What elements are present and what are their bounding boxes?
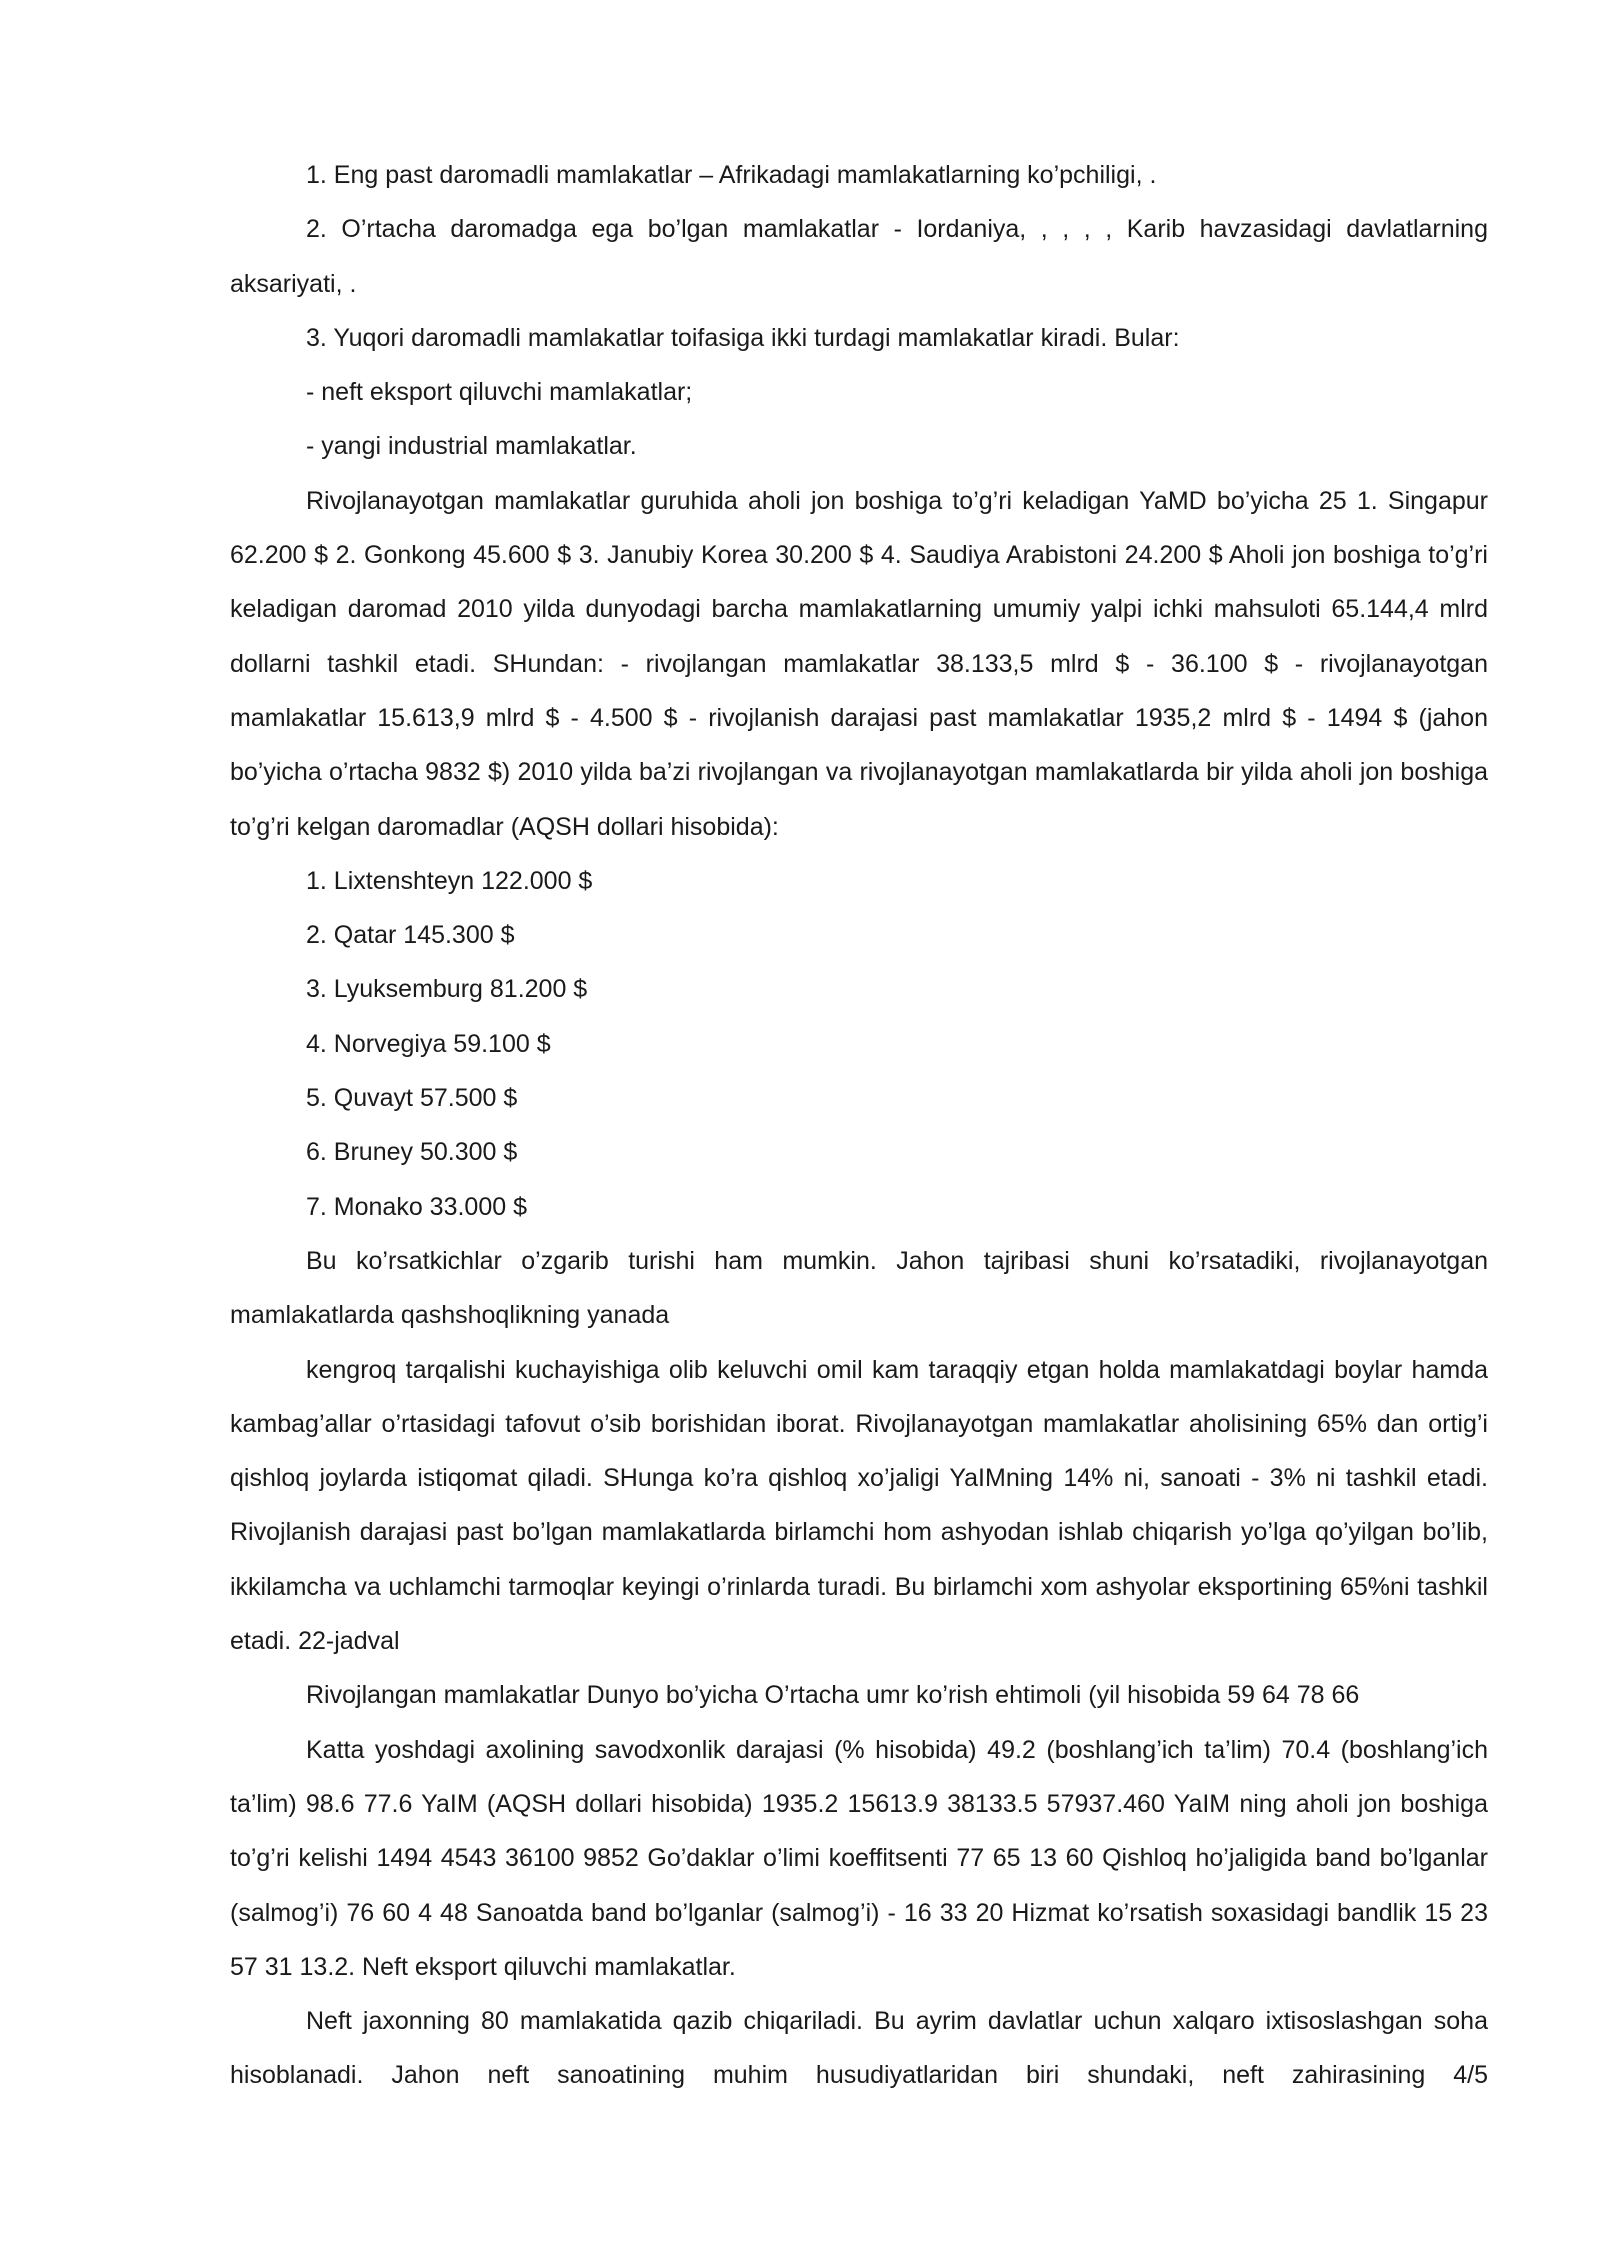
country-item-3: 3. Lyuksemburg 81.200 $ (306, 975, 588, 1004)
country-item-6: 6. Bruney 50.300 $ (306, 1138, 518, 1167)
paragraph-developing-income: Rivojlanayotgan mamlakatlar guruhida aholi jon boshiga to’g’ri keladigan YaMD bo’yicha 25 1. Singapur 62.200 $ 2. Gonkong 45.600 $ 3. Janubiy Korea 30.200 $ 4. Saudiya Arabistoni 24.200 $ Aholi jon boshiga to’g’ri keladigan daromad 2010 yilda dunyodagi barcha mamlakatlarning umumiy yalpi ichki mahsuloti 65.144,4 mlrd dollarni tashkil etadi. SHundan: - rivojlangan mamlakatlar 38.133,5 mlrd $ - 36.100 $ - rivojlanayotgan mamlakatlar 15.613,9 mlrd $ - 4.500 $ - rivojlanish darajasi past mamlakatlar 1935,2 mlrd $ - 1494 $ (jahon bo’yicha o’rtacha 9832 $) 2010 yilda ba’zi rivojlangan va rivojlanayotgan mamlakatlarda bir yilda aholi jon boshiga to’g’ri kelgan daromadlar (AQSH dollari hisobida): (230, 486, 1488, 841)
paragraph-indicators-change: Bu ko’rsatkichlar o’zgarib turishi ham mumkin. Jahon tajribasi shuni ko’rsatadiki, rivojlanayotgan mamlakatlarda qashshoqlikning yanada (230, 1246, 1488, 1330)
country-item-7: 7. Monako 33.000 $ (306, 1192, 527, 1221)
list-item-middle-income: 2. O’rtacha daromadga ega bo’lgan mamlakatlar - Iordaniya, , , , , Karib havzasidagi davlatlarning aksariyati, . (230, 215, 1488, 298)
country-item-2: 2. Qatar 145.300 $ (306, 921, 515, 950)
bullet-oil-exporters: - neft eksport qiluvchi mamlakatlar; (306, 378, 693, 407)
paragraph-oil-production: Neft jaxonning 80 mamlakatida qazib chiqariladi. Bu ayrim davlatlar uchun xalqaro ixtisoslashgan soha hisoblanadi. Jahon neft sanoatining muhim husudiyatlaridan biri shundaki, neft zahirasining 4/5 (230, 2007, 1488, 2090)
bullet-new-industrial: - yangi industrial mamlakatlar. (306, 432, 637, 461)
list-item-low-income: 1. Eng past daromadli mamlakatlar – Afrikadagi mamlakatlarning ko’pchiligi, . (306, 161, 1157, 189)
country-item-5: 5. Quvayt 57.500 $ (306, 1084, 518, 1113)
country-item-4: 4. Norvegiya 59.100 $ (306, 1029, 551, 1058)
document-page (230, 148, 1488, 2103)
paragraph-literacy-table: Katta yoshdagi axolining savodxonlik darajasi (% hisobida) 49.2 (boshlang’ich ta’lim) 70.4 (boshlang’ich ta’lim) 98.6 77.6 YaIM (AQSH dollari hisobida) 1935.2 15613.9 38133.5 57937.460 YaIM ning aholi jon boshiga to’g’ri kelishi 1494 4543 36100 9852 Go’daklar o’limi koeffitsenti 77 65 13 60 Qishloq ho’jaligida band bo’lganlar (salmog’i) 76 60 4 48 Sanoatda band bo’lganlar (salmog’i) - 16 33 20 Hizmat ko’rsatish soxasidagi bandlik 15 23 57 31 13.2. Neft eksport qiluvchi mamlakatlar. (230, 1735, 1488, 1981)
country-item-1: 1. Lixtenshteyn 122.000 $ (306, 866, 593, 895)
list-item-high-income: 3. Yuqori daromadli mamlakatlar toifasiga ikki turdagi mamlakatlar kiradi. Bular: (306, 323, 1180, 352)
paragraph-inequality: kengroq tarqalishi kuchayishiga olib keluvchi omil kam taraqqiy etgan holda mamlakatdagi boylar hamda kambag’allar o’rtasidagi tafovut o’sib borishidan iborat. Rivojlanayotgan mamlakatlar aholisining 65% dan ortig’i qishloq joylarda istiqomat qiladi. SHunga ko’ra qishloq xo’jaligi YaIMning 14% ni, sanoati - 3% ni tashkil etadi. Rivojlanish darajasi past bo’lgan mamlakatlarda birlamchi hom ashyodan ishlab chiqarish yo’lga qo’yilgan bo’lib, ikkilamcha va uchlamchi tarmoqlar keyingi o’rinlarda turadi. Bu birlamchi xom ashyolar eksportining 65%ni tashkil etadi. 22-jadval (230, 1355, 1488, 1656)
paragraph-life-expectancy: Rivojlangan mamlakatlar Dunyo bo’yicha O’rtacha umr ko’rish ehtimoli (yil hisobida 59 64 78 66 (306, 1681, 1360, 1710)
